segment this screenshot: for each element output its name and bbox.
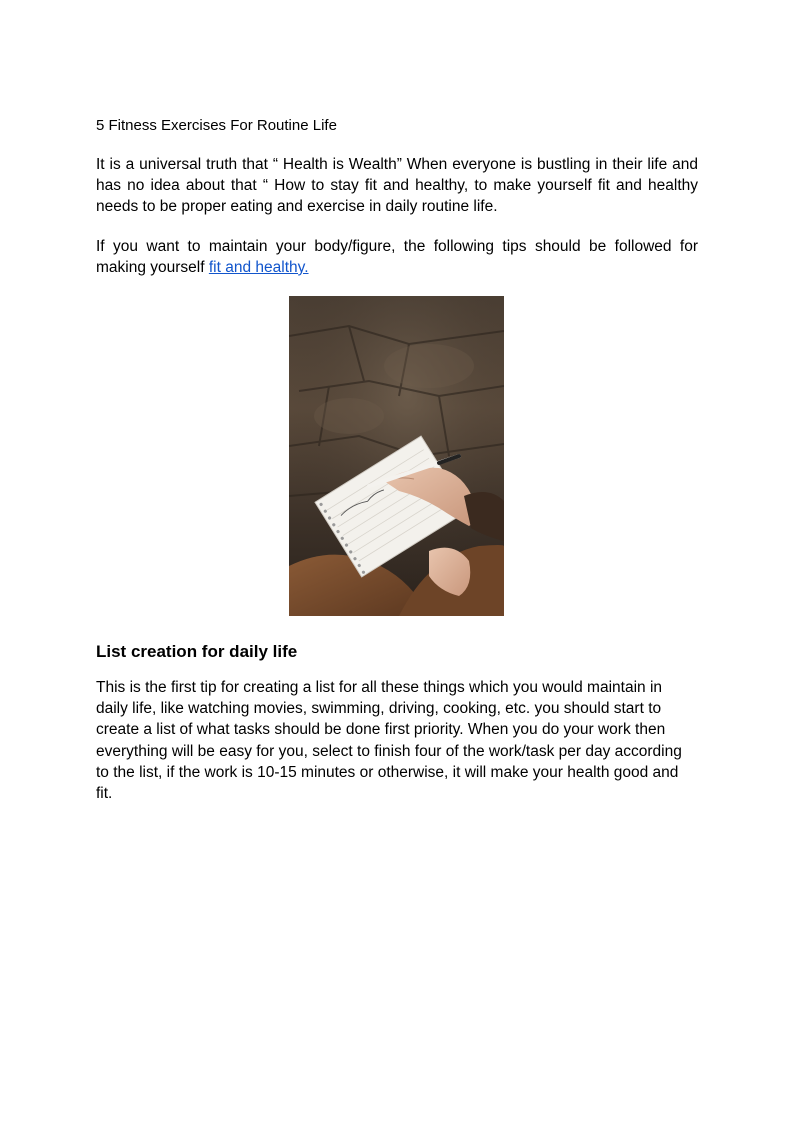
document-page [96,115,698,822]
section-body-paragraph: This is the first tip for creating a list for all these things which you would maintain in daily life, like watching movies, swimming, driving, cooking, etc. you should start to create a list of what tasks should be done first priority. When you do your work then everything will be easy for you, select to finish four of the work/task per day according to the list, if the work is 10-15 minutes or otherwise, it will make your health good and fit. [96,679,682,803]
tips-paragraph [96,236,698,278]
section-heading: List creation for daily life [96,642,298,662]
notebook-writing-photo [289,296,504,616]
intro-paragraph: It is a universal truth that “ Health is Wealth” When everyone is bustling in their life and has no idea about that “ How to stay fit and healthy, to make yourself fit and healthy needs to be proper eating and exercise in daily routine life. [96,156,698,216]
figure-container [96,296,698,616]
document-title: 5 Fitness Exercises For Routine Life [96,117,337,134]
fit-and-healthy-link[interactable]: fit and healthy. [208,258,309,276]
tips-paragraph-text: If you want to maintain your body/figure, the following tips should be followed for making yourself [96,237,698,276]
